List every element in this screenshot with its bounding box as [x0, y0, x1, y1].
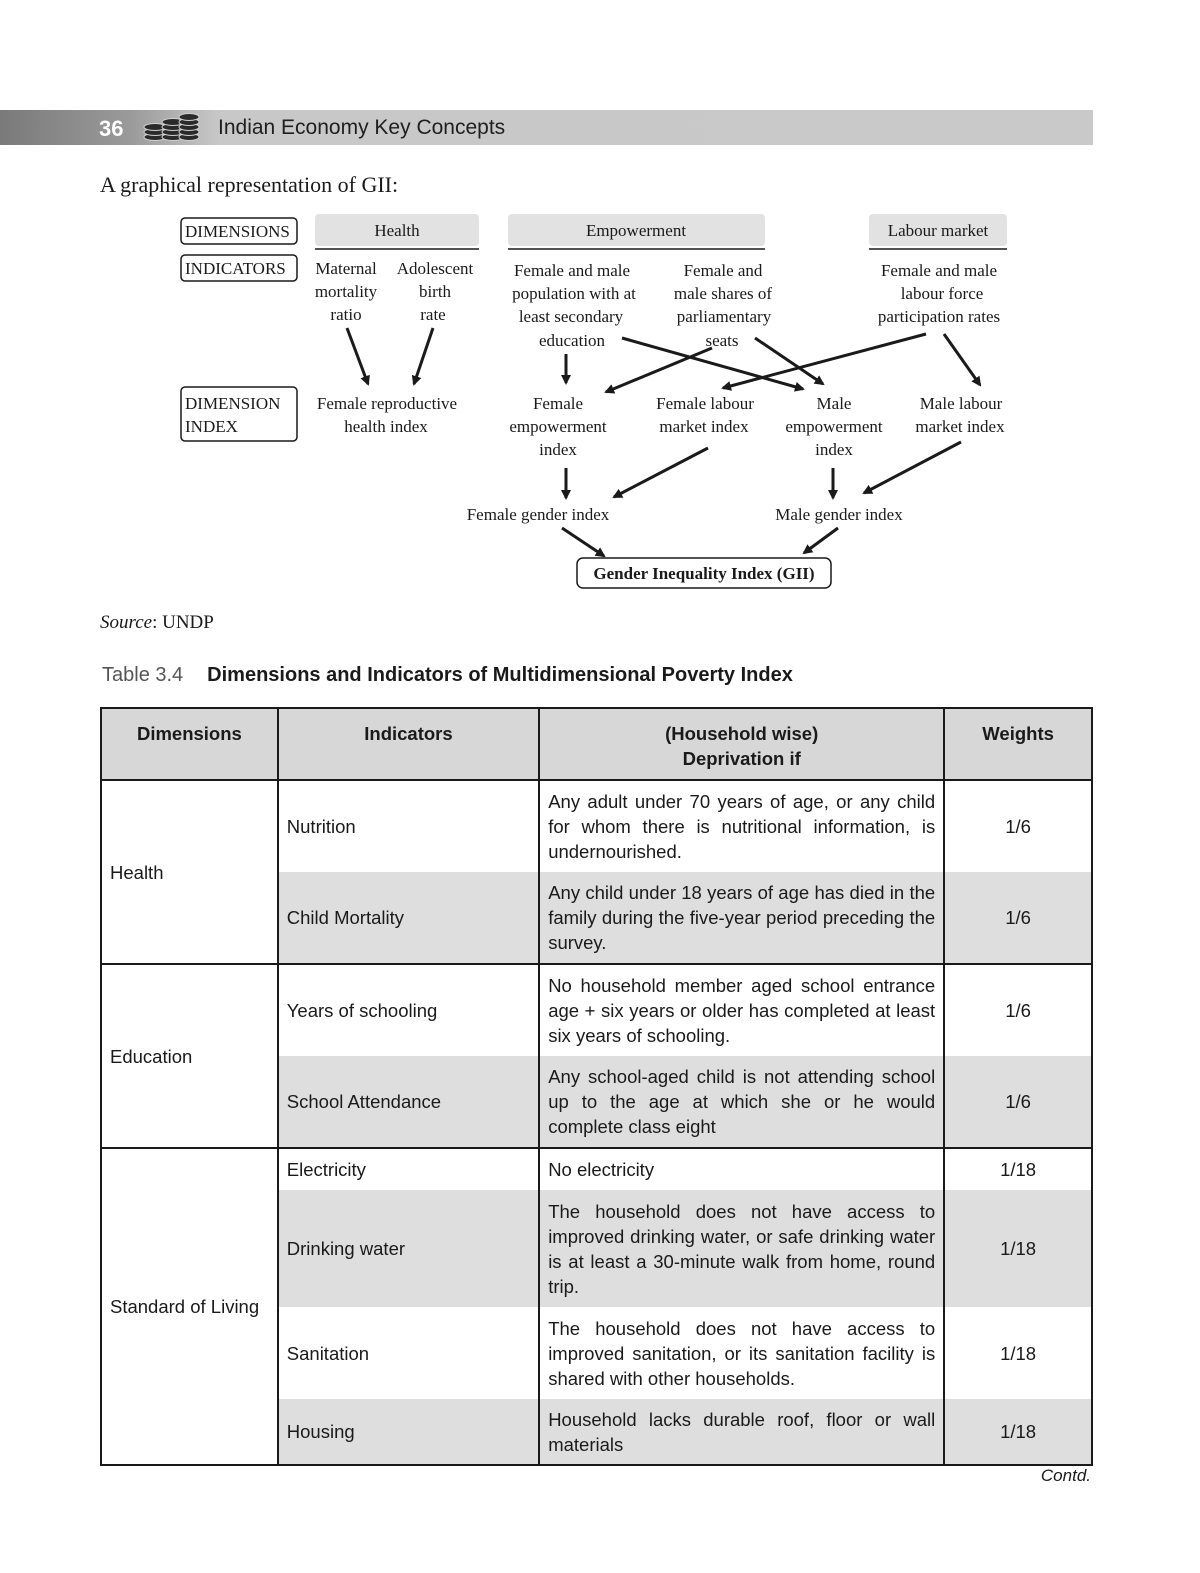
education-line-1: Female and male	[513, 261, 631, 280]
gii-diagram	[0, 0, 1200, 600]
dimension-index-row-label-2: INDEX	[185, 417, 238, 436]
labour-force-line-1: Female and male	[880, 261, 998, 280]
maternal-line-3: ratio	[330, 305, 362, 324]
indicator-cell: School Attendance	[278, 1056, 539, 1148]
gii-heading: A graphical representation of GII:	[100, 172, 399, 197]
reproductive-index-line-2: health index	[344, 417, 428, 436]
labour-dimension: Labour market	[887, 221, 989, 240]
male-labour-index-line-1: Male labour	[919, 394, 1003, 413]
male-labour-index-line-2: market index	[915, 417, 1005, 436]
weight-cell: 1/18	[944, 1190, 1092, 1307]
deprivation-cell: No electricity	[539, 1148, 944, 1190]
weight-cell: 1/6	[944, 1056, 1092, 1148]
arrow-labour-to-male-labour	[944, 334, 980, 385]
maternal-line-1: Maternal	[315, 259, 377, 278]
deprivation-cell: The household does not have access to improved drinking water, or safe drinking water is at least a 30-minute walk from home, round trip.	[539, 1190, 944, 1307]
parliament-line-3: parliamentary	[676, 307, 772, 326]
header-indicators: Indicators	[278, 708, 539, 780]
source-note	[100, 612, 214, 634]
weight-cell: 1/6	[944, 780, 1092, 872]
adolescent-line-2: birth	[418, 282, 452, 301]
female-labour-index-line-2: market index	[659, 417, 749, 436]
source-value: UNDP	[157, 612, 214, 633]
parliament-line-1: Female and	[683, 261, 763, 280]
adolescent-line-3: rate	[420, 305, 446, 324]
male-emp-index-line-3: index	[815, 440, 853, 459]
maternal-line-2: mortality	[314, 282, 378, 301]
parliament-line-2: male shares of	[673, 284, 773, 303]
book-title: Indian Economy Key Concepts	[218, 116, 506, 139]
deprivation-cell: Any child under 18 years of age has died in the family during the five-year period preceding the survey.	[539, 872, 944, 964]
weight-cell: 1/18	[944, 1148, 1092, 1190]
indicators-row-label: INDICATORS	[185, 259, 286, 278]
male-gender-index: Male gender index	[775, 505, 903, 524]
indicator-cell: Drinking water	[278, 1190, 539, 1307]
female-labour-index-line-1: Female labour	[656, 394, 754, 413]
indicator-cell: Housing	[278, 1399, 539, 1465]
deprivation-cell: Any adult under 70 years of age, or any child for whom there is nutritional information, is undernourished.	[539, 780, 944, 872]
dimensions-row-label: DIMENSIONS	[185, 222, 290, 241]
table-header-row	[101, 708, 1092, 780]
arrow-labour-to-female-labour	[723, 334, 926, 388]
gii-label: Gender Inequality Index (GII)	[593, 564, 815, 583]
header-dimensions: Dimensions	[101, 708, 278, 780]
weight-cell: 1/6	[944, 872, 1092, 964]
dimension-cell: Health	[101, 780, 278, 964]
header-deprivation-line-2: Deprivation if	[682, 748, 801, 769]
reproductive-index-line-1: Female reproductive	[316, 394, 458, 413]
contd-note: Contd.	[1040, 1466, 1091, 1485]
source-label: Source	[100, 612, 153, 633]
table-row	[101, 964, 1092, 1056]
deprivation-cell: Household lacks durable roof, floor or wall materials	[539, 1399, 944, 1465]
arrow-male-gender-to-gii	[804, 528, 838, 553]
arrow-female-labour-to-female-gender	[614, 448, 708, 497]
weight-cell: 1/18	[944, 1307, 1092, 1399]
arrow-female-gender-to-gii	[562, 528, 604, 556]
weight-cell: 1/6	[944, 964, 1092, 1056]
dimension-cell: Education	[101, 964, 278, 1148]
table-title: Dimensions and Indicators of Multidimensional Poverty Index	[207, 664, 793, 686]
empowerment-dimension: Empowerment	[585, 221, 687, 240]
health-dimension: Health	[374, 221, 420, 240]
table-row	[101, 1148, 1092, 1190]
female-emp-index-line-2: empowerment	[509, 417, 607, 436]
table-caption	[102, 664, 793, 687]
arrow-maternal-to-reproductive	[347, 328, 368, 384]
dimension-index-row-label-1: DIMENSION	[185, 394, 281, 413]
header-deprivation-line-1: (Household wise)	[665, 723, 819, 744]
arrow-adolescent-to-reproductive	[414, 328, 433, 384]
indicator-cell: Sanitation	[278, 1307, 539, 1399]
deprivation-cell: The household does not have access to improved sanitation, or its sanitation facility is shared with other households.	[539, 1307, 944, 1399]
female-emp-index-line-1: Female	[532, 394, 584, 413]
weight-cell: 1/18	[944, 1399, 1092, 1465]
mpi-table	[100, 707, 1093, 1466]
header-deprivation	[539, 708, 944, 780]
education-line-3: least secondary	[518, 307, 624, 326]
header-weights: Weights	[944, 708, 1092, 780]
labour-force-line-2: labour force	[900, 284, 984, 303]
indicator-cell: Nutrition	[278, 780, 539, 872]
deprivation-cell: No household member aged school entrance age + six years or older has completed at least six years of schooling.	[539, 964, 944, 1056]
parliament-line-4: seats	[705, 331, 739, 350]
adolescent-line-1: Adolescent	[396, 259, 474, 278]
male-emp-index-line-1: Male	[816, 394, 852, 413]
deprivation-cell: Any school-aged child is not attending school up to the age at which she or he would complete class eight	[539, 1056, 944, 1148]
female-emp-index-line-3: index	[539, 440, 577, 459]
education-line-4: education	[538, 331, 606, 350]
indicator-cell: Years of schooling	[278, 964, 539, 1056]
female-gender-index: Female gender index	[466, 505, 610, 524]
source-separator: :	[152, 612, 158, 633]
table-number: Table 3.4	[102, 664, 184, 686]
male-emp-index-line-2: empowerment	[785, 417, 883, 436]
table-row	[101, 780, 1092, 872]
labour-force-line-3: participation rates	[877, 307, 1001, 326]
education-line-2: population with at	[512, 284, 636, 303]
indicator-cell: Electricity	[278, 1148, 539, 1190]
arrow-parliament-to-female-emp	[606, 348, 712, 392]
dimension-cell: Standard of Living	[101, 1148, 278, 1465]
page-number: 36	[99, 116, 124, 141]
indicator-cell: Child Mortality	[278, 872, 539, 964]
arrow-male-labour-to-male-gender	[864, 442, 961, 493]
